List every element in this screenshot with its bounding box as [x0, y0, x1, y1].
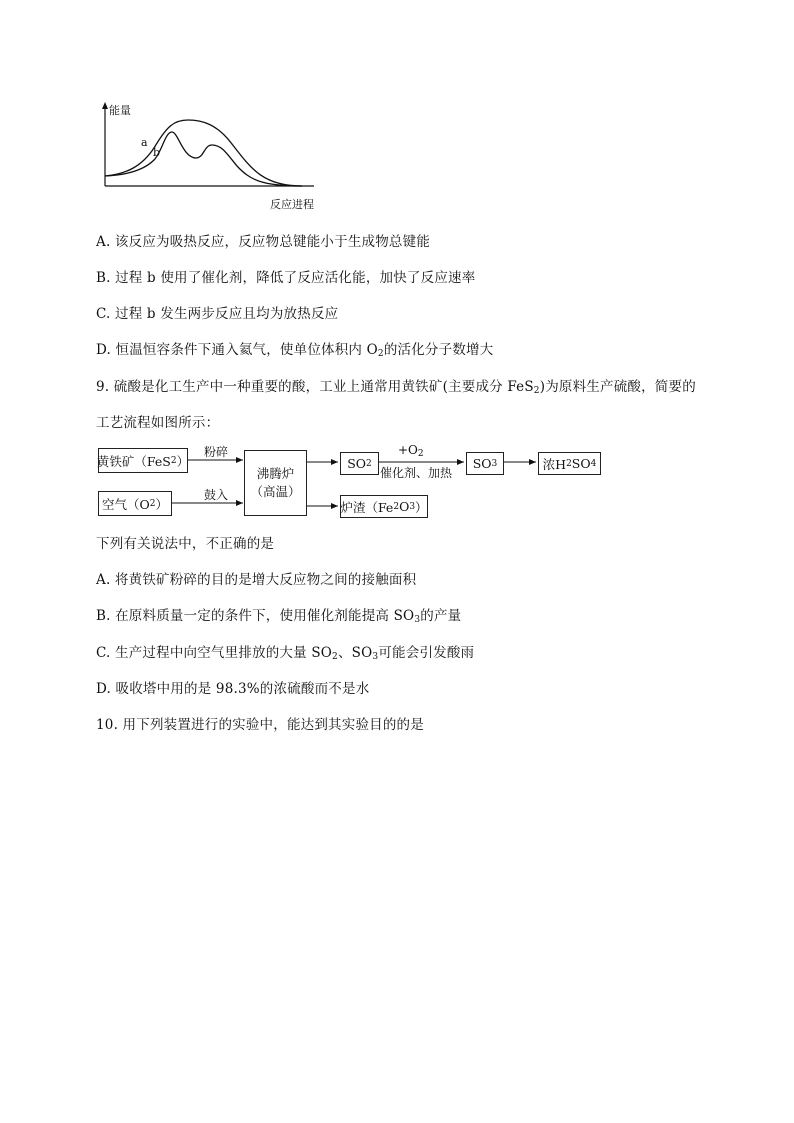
- q8-option-d: D. 恒温恒容条件下通入氦气，使单位体积内 $O_2$的活化分子数增大: [96, 342, 494, 359]
- curve-b: [105, 132, 302, 186]
- air-box: 空气（O 2 ）: [98, 491, 172, 516]
- q9-option-d: D. 吸收塔中用的是 98.3%的浓硫酸而不是水: [96, 681, 370, 697]
- q9-option-a: A. 将黄铁矿粉碎的目的是增大反应物之间的接触面积: [96, 572, 417, 588]
- curve-b-label: b: [153, 146, 161, 159]
- condition-label: 催化剂、加热: [380, 466, 453, 480]
- q10-stem: 10. 用下列装置进行的实验中，能达到其实验目的的是: [96, 717, 424, 733]
- y-axis-arrow: [102, 102, 108, 109]
- q9-option-c: C. 生产过程中向空气里排放的大量 $SO_2$、$SO_3$可能会引发酸雨: [96, 645, 475, 662]
- crush-label: 粉碎: [204, 445, 229, 459]
- energy-diagram: [92, 98, 332, 216]
- q8-option-a: A. 该反应为吸热反应，反应物总键能小于生成物总键能: [96, 234, 431, 250]
- y-axis-label: 能量: [109, 104, 131, 117]
- x-axis-label: 反应进程: [270, 198, 314, 211]
- furnace-box: 沸腾炉 （高温）: [244, 450, 307, 516]
- acid-box: 浓H 2 SO 4: [538, 452, 601, 475]
- q9-question: 下列有关说法中，不正确的是: [96, 536, 275, 552]
- blow-in-label: 鼓入: [204, 488, 229, 502]
- so2-box: SO 2: [340, 452, 379, 475]
- q9-stem-line2: 工艺流程如图所示：: [96, 415, 220, 431]
- q9-option-b: B. 在原料质量一定的条件下，使用催化剂能提高 $SO_3$的产量: [96, 608, 462, 625]
- plus-o2-label: $+O_2$: [398, 443, 424, 459]
- curve-a-label: a: [141, 136, 148, 149]
- so3-box: SO 3: [466, 452, 504, 475]
- q9-stem-line1: 9. 硫酸是化工生产中一种重要的酸，工业上通常用黄铁矿(主要成分 FeS$_2$)为原料生产硫酸，简要的: [96, 379, 696, 396]
- q8-option-b: B. 过程 b 使用了催化剂，降低了反应活化能，加快了反应速率: [96, 270, 476, 286]
- pyrite-box: 黄铁矿（FeS 2 ）: [98, 448, 188, 473]
- q8-option-c: C. 过程 b 发生两步反应且均为放热反应: [96, 306, 339, 322]
- slag-box: 炉渣（Fe 2 O 3 ）: [340, 495, 428, 518]
